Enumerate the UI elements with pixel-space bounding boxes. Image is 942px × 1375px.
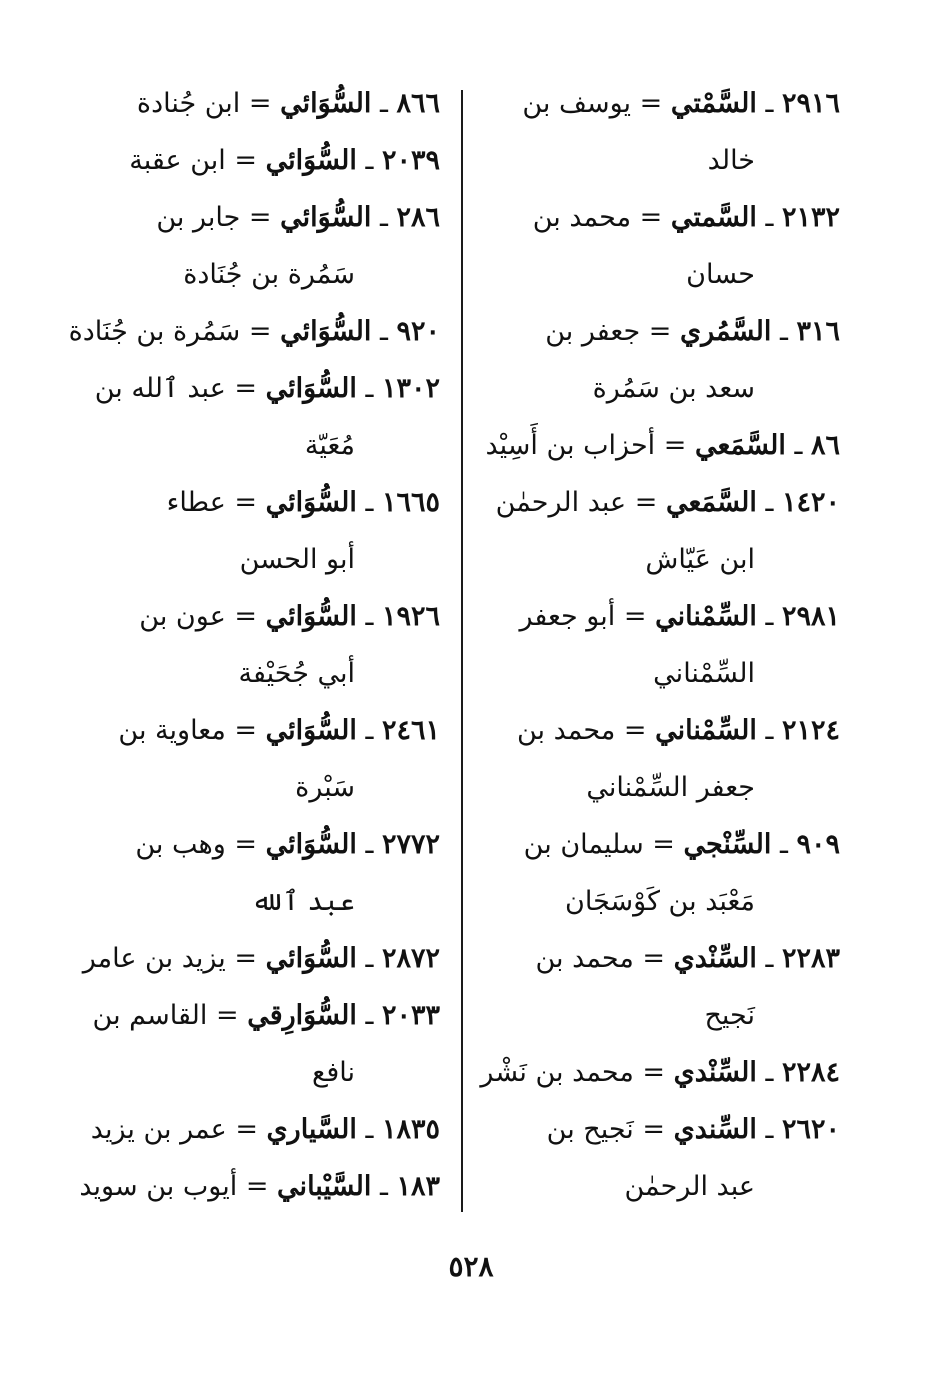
entry-continuation: نافع <box>311 1057 355 1088</box>
index-entry: ٢٤٦١ ـ السُّوَائي = معاوية بن سَبْرة <box>76 703 440 817</box>
index-entry: ٢٢٨٣ ـ السِّنْدي = محمد بن نَجيح <box>476 931 840 1045</box>
entry-person: جابر بن <box>156 202 241 233</box>
index-entry: ١٨٣ ـ السَّيْباني = أيوب بن سويد <box>79 1171 440 1202</box>
column-divider <box>461 90 463 1212</box>
index-entry: ١٨٣٥ ـ السَّياري = عمر بن يزيد <box>90 1114 440 1145</box>
index-entry: ٢٢٨٤ ـ السِّنْدي = محمد بن نَشْر <box>480 1057 840 1088</box>
entry-continuation: حسان <box>686 259 755 290</box>
entry-nisba: السُّوَائي <box>280 88 372 119</box>
entry-nisba: السَّمْتي <box>670 88 757 119</box>
entry-person: أيوب بن سويد <box>79 1171 238 1202</box>
entry-nisba: السِّنْدي <box>673 943 757 974</box>
entry-number: ٢٢٨٣ <box>781 943 840 974</box>
index-entry: ٢١٣٢ ـ السَّمتي = محمد بن حسان <box>476 190 840 304</box>
index-entry: ٢٩١٦ ـ السَّمْتي = يوسف بن خالد <box>476 76 840 190</box>
entry-number: ٢٨٧٢ <box>381 943 440 974</box>
entry-number: ٨٦ <box>810 430 840 461</box>
entry-nisba: السِّنْدي <box>673 1057 757 1088</box>
entry-nisba: السَّمُري <box>679 316 772 347</box>
index-entry: ٨٦٦ ـ السُّوَائي = ابن جُنادة <box>136 88 440 119</box>
entry-person: محمد بن <box>532 202 632 233</box>
entry-nisba: السُّوَائي <box>265 373 357 404</box>
entry-nisba: السَّياري <box>266 1114 357 1145</box>
entry-continuation: جعفر السِّمْناني <box>586 772 755 803</box>
entry-number: ٢٠٣٩ <box>381 145 440 176</box>
index-entry: ٢٩٨١ ـ السِّمْناني = أبو جعفر السِّمْناني <box>476 589 840 703</box>
entry-number: ١٩٢٦ <box>381 601 440 632</box>
entry-number: ٢٠٣٣ <box>381 1000 440 1031</box>
entry-nisba: السِّنْجي <box>683 829 772 860</box>
index-entry: ٣١٦ ـ السَّمُري = جعفر بن سعد بن سَمُرة <box>476 304 840 418</box>
index-entry: ٢٠٣٩ ـ السُّوَائي = ابن عقبة <box>129 145 440 176</box>
entry-person: جعفر بن <box>545 316 641 347</box>
index-entry: ٩٠٩ ـ السِّنْجي = سليمان بن مَعْبَد بن كَوْسَجَان <box>476 817 840 931</box>
entry-nisba: السَّمتي <box>670 202 757 233</box>
entry-number: ١٨٣ <box>396 1171 440 1202</box>
entry-number: ٩٠٩ <box>796 829 840 860</box>
index-entry: ٢٨٦ ـ السُّوَائي = جابر بن سَمُرة بن جُنَادة <box>76 190 440 304</box>
entry-person: محمد بن <box>516 715 616 746</box>
entry-number: ٢٤٦١ <box>381 715 440 746</box>
entry-nisba: السَّمَعي <box>694 430 786 461</box>
entry-nisba: السُّوَائي <box>265 601 357 632</box>
entry-person: أحزاب بن أَسِيْد <box>485 430 656 461</box>
entry-number: ٢٨٦ <box>396 202 440 233</box>
entry-number: ٣١٦ <box>796 316 840 347</box>
index-entry: ٢٠٣٣ ـ السُّوَارِقي = القاسم بن نافع <box>76 988 440 1102</box>
index-entry: ٩٢٠ ـ السُّوَائي = سَمُرة بن جُنَادة <box>68 316 440 347</box>
entry-nisba: السُّوَارِقي <box>247 1000 357 1031</box>
entry-person: ابن جُنادة <box>136 88 241 119</box>
entry-person: عمر بن يزيد <box>90 1114 227 1145</box>
entry-person: عبد ٱلله بن <box>94 373 226 404</box>
entry-nisba: السُّوَائي <box>265 487 357 518</box>
entry-number: ١٦٦٥ <box>381 487 440 518</box>
page-number: ٥٢٨ <box>448 1250 494 1283</box>
entry-continuation: مُعَيّة <box>304 430 355 461</box>
index-entry: ٢١٢٤ ـ السِّمْناني = محمد بن جعفر السِّمْناني <box>476 703 840 817</box>
entry-number: ٢١٢٤ <box>781 715 840 746</box>
entry-person: محمد بن <box>535 943 634 974</box>
index-entry: ١٣٠٢ ـ السُّوَائي = عبد ٱلله بن مُعَيّة <box>76 361 440 475</box>
entry-continuation: أبي جُحَيْفة <box>238 658 355 689</box>
entry-nisba: السُّوَائي <box>280 202 372 233</box>
index-entry: ١٦٦٥ ـ السُّوَائي = عطاء أبو الحسن <box>76 475 440 589</box>
entry-number: ٢١٣٢ <box>781 202 840 233</box>
entry-person: يزيد بن عامر <box>82 943 226 974</box>
entry-person: نَجيح بن <box>546 1114 634 1145</box>
entry-person: عبد الرحمٰن <box>495 487 627 518</box>
entry-number: ١٣٠٢ <box>381 373 440 404</box>
entry-nisba: السَّمَعي <box>665 487 757 518</box>
entry-person: القاسم بن <box>92 1000 208 1031</box>
entry-continuation: أبو الحسن <box>239 544 355 575</box>
entry-nisba: السِّندي <box>673 1114 757 1145</box>
entry-number: ٢٩٨١ <box>781 601 840 632</box>
entry-person: سليمان بن <box>523 829 644 860</box>
entry-number: ٢٧٧٢ <box>381 829 440 860</box>
index-entry: ٢٧٧٢ ـ السُّوَائي = وهب بن عبد ٱلله <box>76 817 440 931</box>
entry-continuation: نَجيح <box>704 1000 755 1031</box>
entry-nisba: السِّمْناني <box>655 715 757 746</box>
entry-person: عون بن <box>139 601 226 632</box>
entry-nisba: السُّوَائي <box>265 943 357 974</box>
entry-continuation: عبد ٱلله <box>251 886 355 917</box>
entry-nisba: السُّوَائي <box>280 316 372 347</box>
entry-continuation: ابن عَيّاش <box>645 544 755 575</box>
index-entry: ٢٦٢٠ ـ السِّندي = نَجيح بن عبد الرحمٰن <box>476 1102 840 1216</box>
entry-nisba: السَّيْباني <box>277 1171 372 1202</box>
entry-person: محمد بن نَشْر <box>480 1057 634 1088</box>
entry-number: ١٨٣٥ <box>381 1114 440 1145</box>
entry-person: يوسف بن <box>522 88 632 119</box>
entry-person: ابن عقبة <box>129 145 226 176</box>
index-entry: ١٤٢٠ ـ السَّمَعي = عبد الرحمٰن ابن عَيّاش <box>476 475 840 589</box>
entry-continuation: سعد بن سَمُرة <box>592 373 755 404</box>
entry-person: وهب بن <box>135 829 226 860</box>
entry-continuation: سَمُرة بن جُنَادة <box>183 259 355 290</box>
entry-person: أبو جعفر <box>519 601 616 632</box>
entry-number: ١٤٢٠ <box>781 487 840 518</box>
entry-continuation: خالد <box>707 145 755 176</box>
entry-number: ٢٢٨٤ <box>781 1057 840 1088</box>
entry-nisba: السِّمْناني <box>655 601 757 632</box>
entry-nisba: السُّوَائي <box>265 715 357 746</box>
entry-continuation: سَبْرة <box>295 772 355 803</box>
entry-person: سَمُرة بن جُنَادة <box>68 316 241 347</box>
entry-nisba: السُّوَائي <box>265 145 357 176</box>
entry-continuation: السِّمْناني <box>653 658 755 689</box>
entry-number: ٢٩١٦ <box>781 88 840 119</box>
entry-number: ٢٦٢٠ <box>781 1114 840 1145</box>
entry-number: ٨٦٦ <box>396 88 440 119</box>
entry-nisba: السُّوَائي <box>265 829 357 860</box>
entry-person: معاوية بن <box>118 715 226 746</box>
entry-continuation: عبد الرحمٰن <box>624 1171 755 1202</box>
entry-continuation: مَعْبَد بن كَوْسَجَان <box>565 886 755 917</box>
index-entry: ١٩٢٦ ـ السُّوَائي = عون بن أبي جُحَيْفة <box>76 589 440 703</box>
entry-person: عطاء <box>166 487 226 518</box>
index-entry: ٨٦ ـ السَّمَعي = أحزاب بن أَسِيْد <box>485 430 840 461</box>
index-entry: ٢٨٧٢ ـ السُّوَائي = يزيد بن عامر <box>82 943 440 974</box>
entry-number: ٩٢٠ <box>396 316 440 347</box>
